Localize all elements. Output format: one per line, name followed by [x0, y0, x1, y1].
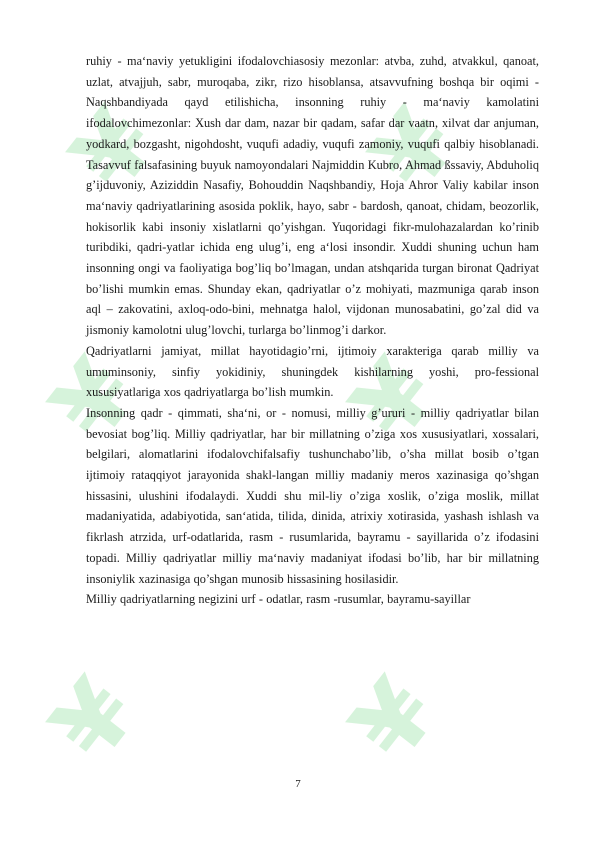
watermark-glyph: [329, 659, 458, 781]
svg-text:¥: ¥: [329, 338, 459, 461]
svg-text:¥: ¥: [349, 88, 479, 211]
svg-text:¥: ¥: [329, 658, 459, 781]
page-number: 7: [295, 778, 301, 790]
paragraph: Qadriyatlarni jamiyat, millat hayotidagio’rni, ijtimoiy xarakteriga qarab milliy va umuminsoniy, sinfiy yokidiniy, shuningdek kishilarning yoshi, pro-fessional xususiyatlariga xos qadriyatlarga bo’lish mumkin.: [86, 343, 539, 400]
watermark-glyph: [29, 659, 158, 781]
paragraph: Insonning qadr - qimmati, sha‘ni, or - nomusi, milliy g’ururi - milliy qadriyatlar bilan bevosiat bog’liq. Milliy qadriyatlar, har bir millatning o’ziga xos xususiyatlari, xossalari, belgilari, alomatlarini ifodalovchifalsafiy tushunchabo’lib, o’sha millat bosib o’tgan ijtimoiy rataqqiyot jarayonida shakl-langan milliy madaniy meros xazinasiga qo’shgan hissasini, ulushini ifodalaydi. Xuddi shu mil-liy o’ziga xoslik, o’ziga moslik, millat madaniyatida, adabiyotida, san‘atida, tilida, dinida, atrixiy xotirasida, yashash ishlash va fikrlash atrzida, urf-odatlarida, rasm - rusumlarida, bayramu - sayillarida o’z ifodasini topadi. Milliy qadriyatlar milliy ma‘naviy madaniyat ifodasi bo’lib, har bir millatning insoniylik xazinasiga qo’shgan munosib hissasining hosilasidir.: [86, 405, 539, 586]
svg-text:¥: ¥: [29, 658, 159, 781]
svg-text:¥: ¥: [49, 88, 179, 211]
svg-text:¥: ¥: [29, 338, 159, 461]
document-body: [86, 51, 539, 610]
paragraph: Milliy qadriyatlarning negizini urf - odatlar, rasm -rusumlar, bayramu-sayillar: [86, 592, 471, 607]
paragraph: ruhiy - ma‘naviy yetukligini ifodalovchiasosiy mezonlar: atvba, zuhd, atvakkul, qanoat, uzlat, atvajjuh, sabr, muroqaba, zikr, rizo hisoblansa, atsavvufning boshqa bir oqimi - Naqshbandiyada qayd etilishicha, insonning ruhiy - ma‘naviy kamolatini ifodalovchimezonlar: Xush dar dam, nazar bir qadam, safar dar vaatn, xilvat dar anjuman, yodkard, bozgasht, nigohdosht, vuqufi adadiy, vuqufi zamoniy, vuqufi qalbiy hisoblanadi. Tasavvuf falsafasining buyuk namoyondalari Najmiddin Kubro, Ahmad ßssaviy, Abduholiq g’ijduvoniy, Aziziddin Nasafiy, Bohouddin Naqshbandiy, Hoja Ahror Valiy kabilar inson ma‘naviy qadriyatlarining asosida poklik, hayo, sabr - bardosh, qanoat, chidam, beozorlik, hokisorlik kabi insoniy xislatlarni qo’yishgan. Yuqoridagi fikr-mulohazalardan ko’rinib turibdiki, qadri-yatlar ichida eng ulug’i, eng a‘losi insondir. Xuddi shuning uchun ham insonning ongi va faoliyatiga bog’liq bo’lmagan, undan atshqarida turgan bironat Qadriyat bo’lishi mumkin emas. Shunday ekan, qadriyatlar o’z mohiyati, mazmuniga qarab inson aql – zakovatini, axloq-odo-bini, mehnatga halol, vijdonan munosabatini, go’zal did va jismoniy kamolotni ulug’lovchi, turlarga bo’linmog’i darkor.: [86, 54, 539, 338]
